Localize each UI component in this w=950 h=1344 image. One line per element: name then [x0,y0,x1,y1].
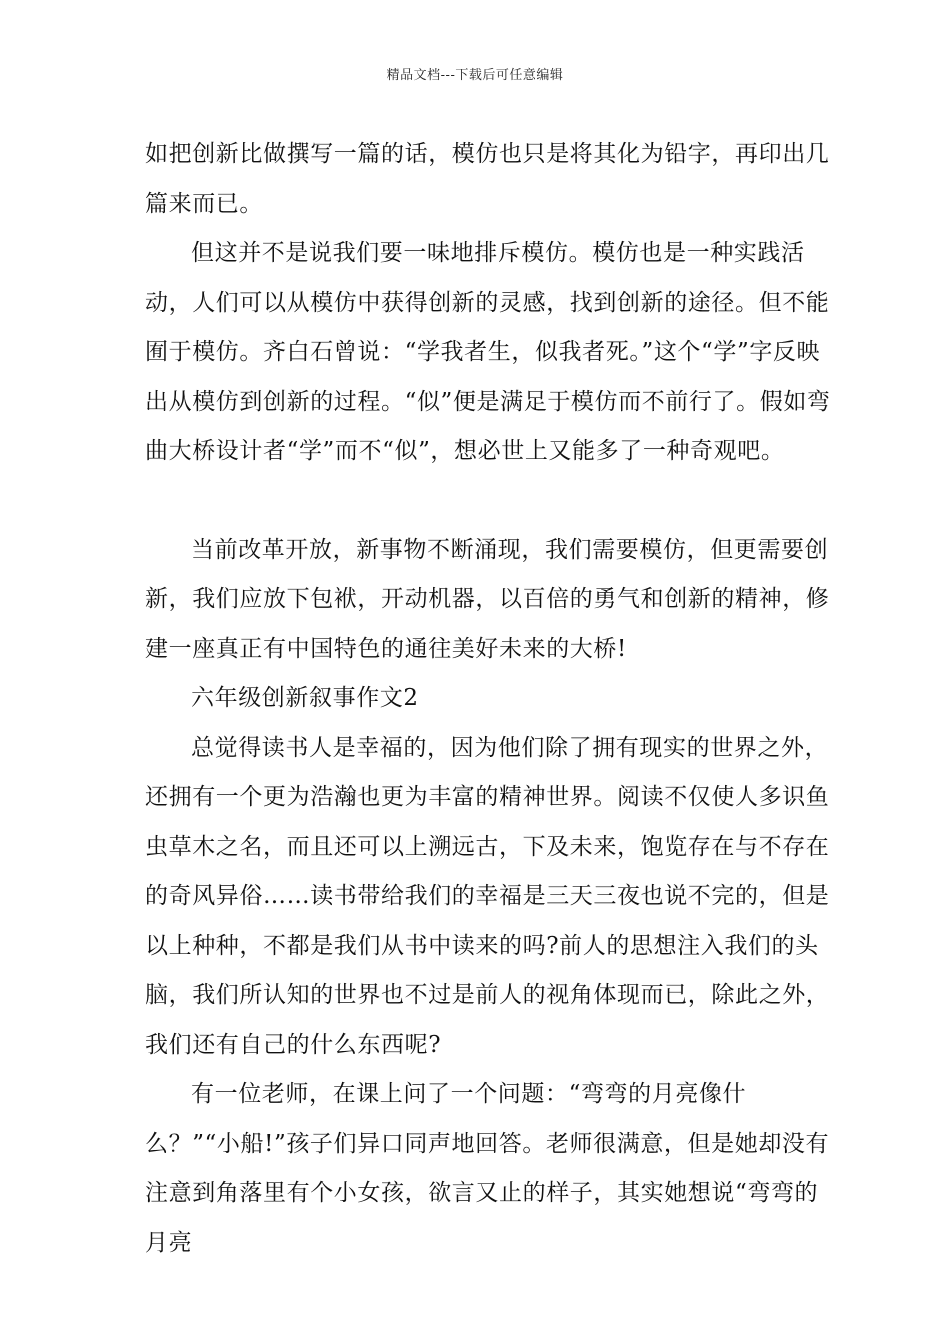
paragraph-3: 当前改革开放，新事物不断涌现，我们需要模仿，但更需要创新，我们应放下包袱，开动机器，以百倍的勇气和创新的精神，修建一座真正有中国特色的通往美好未来的大桥! [145,536,830,662]
paragraph-5: 有一位老师，在课上问了一个问题：“弯弯的月亮像什么？”“小船!”孩子们异口同声地回答。老师很满意，但是她却没有注意到角落里有个小女孩，欲言又止的样子，其实她想说“弯弯的月亮 [145,1081,830,1256]
document-body [145,130,835,1268]
paragraph-1: 如把创新比做撰写一篇的话，模仿也只是将其化为铅字，再印出几篇来而已。 [145,141,830,217]
paragraph-4: 总觉得读书人是幸福的，因为他们除了拥有现实的世界之外，还拥有一个更为浩瀚也更为丰富的精神世界。阅读不仅使人多识鱼虫草木之名，而且还可以上溯远古，下及未来，饱览存在与不存在的奇风异俗……读书带给我们的幸福是三天三夜也说不完的，但是以上种种，不都是我们从书中读来的吗?前人的思想注入我们的头脑，我们所认知的世界也不过是前人的视角体现而已，除此之外，我们还有自己的什么东西呢? [145,734,830,1058]
paragraph-gap [145,477,835,526]
paragraph-2: 但这并不是说我们要一味地排斥模仿。模仿也是一种实践活动，人们可以从模仿中获得创新的灵感，找到创新的途径。但不能囿于模仿。齐白石曾说：“学我者生，似我者死。”这个“学”字反映出从模仿到创新的过程。“似”便是满足于模仿而不前行了。假如弯曲大桥设计者“学”而不“似”，想必世上又能多了一种奇观吧。 [145,240,831,464]
section-title: 六年级创新叙事作文2 [191,685,419,711]
page-header: 精品文档---下载后可任意编辑 [386,68,564,83]
